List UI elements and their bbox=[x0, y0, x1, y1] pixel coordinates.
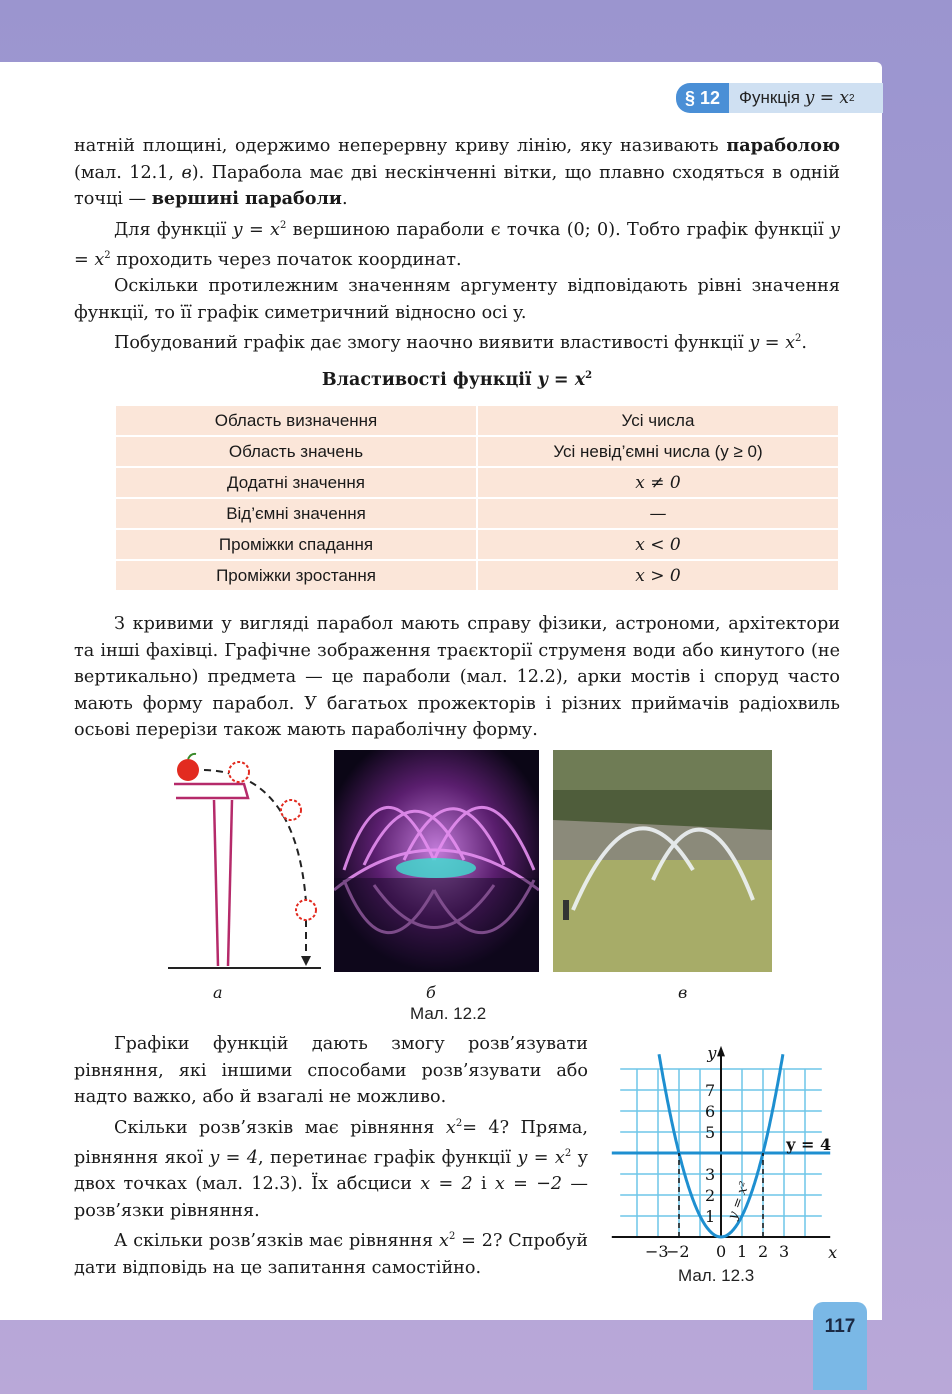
y-tick-label: 6 bbox=[705, 1102, 716, 1121]
y-tick-label: 7 bbox=[705, 1081, 716, 1100]
value-cell: Усі числа bbox=[477, 405, 839, 436]
property-cell: Додатні значення bbox=[115, 467, 477, 498]
property-cell: Область визначення bbox=[115, 405, 477, 436]
main-text bbox=[74, 133, 840, 357]
property-cell: Проміжки спадання bbox=[115, 529, 477, 560]
line-label: y = 4 bbox=[786, 1135, 832, 1154]
figure-12-3-caption: Мал. 12.3 bbox=[678, 1266, 755, 1285]
paragraph-5: З кривими у вигляді парабол мають справу фізики, астрономи, архітектори та інші фахівці. Графічне зображення траєкторії струменя води або кинутого (не вертикально) предмета — це параболи (мал. 12.2), арки мостів і споруд часто мають форму парабол. У багатьох прожекторів і різних приймачів радіохвиль осьові перерізи також мають параболічну форму. bbox=[74, 614, 840, 740]
x-axis-label: x bbox=[828, 1243, 838, 1262]
table-row bbox=[115, 560, 839, 591]
property-cell: Проміжки зростання bbox=[115, 560, 477, 591]
fountain-night-photo bbox=[334, 750, 539, 972]
figure-label-a: а bbox=[213, 983, 223, 1002]
x-tick-label: 1 bbox=[737, 1242, 748, 1261]
x-tick-label: 3 bbox=[779, 1242, 790, 1261]
value-cell: x ≠ 0 bbox=[477, 467, 839, 498]
table-row bbox=[115, 436, 839, 467]
paragraph-8: А скільки розв’язків має рівняння $x^2 = 2$? Спробуй дати відповідь на це запитання самостійно. bbox=[74, 1231, 588, 1278]
x-tick-label: 2 bbox=[758, 1242, 769, 1261]
apple-trajectory-figure bbox=[166, 752, 326, 974]
figure-12-2-caption: Мал. 12.2 bbox=[410, 1004, 487, 1023]
value-cell: Усі невід’ємні числа (y ≥ 0) bbox=[477, 436, 839, 467]
apple-icon bbox=[177, 759, 199, 781]
equations-text bbox=[74, 1031, 588, 1281]
y-axis-label: y bbox=[707, 1043, 717, 1063]
section-title: Функція y = x 2 bbox=[729, 83, 883, 113]
table-row bbox=[115, 467, 839, 498]
section-number: § 12 bbox=[676, 83, 729, 113]
y-axis-arrow bbox=[717, 1046, 725, 1057]
table-row bbox=[115, 498, 839, 529]
paragraph-1: натній площині, одержимо неперервну криву лінію, яку називають параболою (мал. 12.1, в). Парабола має дві нескінченні вітки, що плавно сходяться в одній точці — вершині параболи. bbox=[74, 135, 841, 209]
y-tick-label: 3 bbox=[705, 1165, 716, 1184]
value-cell: x > 0 bbox=[477, 560, 839, 591]
figure-label-b: б bbox=[426, 983, 436, 1002]
parabola-graph bbox=[605, 1032, 845, 1272]
x-tick-label: −2 bbox=[666, 1242, 690, 1261]
paragraph-2: Для функції $y = x^2$ вершиною параболи є точка (0; 0). Тобто графік функції $y = x^2$ проходить через початок координат. bbox=[74, 219, 840, 270]
table-title: Властивості функції $y = x^2$ bbox=[321, 370, 593, 390]
page-number: 117 bbox=[813, 1302, 867, 1390]
y-tick-label: 1 bbox=[705, 1207, 716, 1226]
pond-fountain-photo bbox=[553, 750, 772, 972]
value-cell: x < 0 bbox=[477, 529, 839, 560]
value-cell: — bbox=[477, 498, 839, 529]
section-header bbox=[676, 83, 883, 113]
property-cell: Від’ємні значення bbox=[115, 498, 477, 529]
curve-label: y = x² bbox=[725, 1179, 753, 1222]
paragraph-6: Графіки функцій дають змогу розв’язувати рівняння, які іншими способами розв’язувати або надто важко, або й взагалі не можливо. bbox=[74, 1034, 588, 1107]
x-tick-label: 0 bbox=[716, 1242, 727, 1261]
y-tick-label: 2 bbox=[705, 1186, 716, 1205]
properties-table bbox=[114, 404, 840, 592]
table-row bbox=[115, 405, 839, 436]
paragraph-7: Скільки розв’язків має рівняння $x^2= 4$? Пряма, рівняння якої y = 4, перетинає графік функції $y = x^2$ у двох точках (мал. 12.3). Їх абсциси x = 2 і x = −2 — розв’язки рівняння. bbox=[74, 1117, 589, 1221]
table-row bbox=[115, 529, 839, 560]
y-tick-label: 5 bbox=[705, 1123, 716, 1142]
x-tick-label: −3 bbox=[645, 1242, 669, 1261]
paragraph-4: Побудований графік дає змогу наочно виявити властивості функції $y = x^2$. bbox=[114, 333, 807, 354]
figure-label-v: в bbox=[678, 983, 688, 1002]
paragraph-3: Оскільки протилежним значенням аргументу відповідають рівні значення функції, то її графік симетричний відносно осі y. bbox=[74, 276, 840, 323]
property-cell: Область значень bbox=[115, 436, 477, 467]
